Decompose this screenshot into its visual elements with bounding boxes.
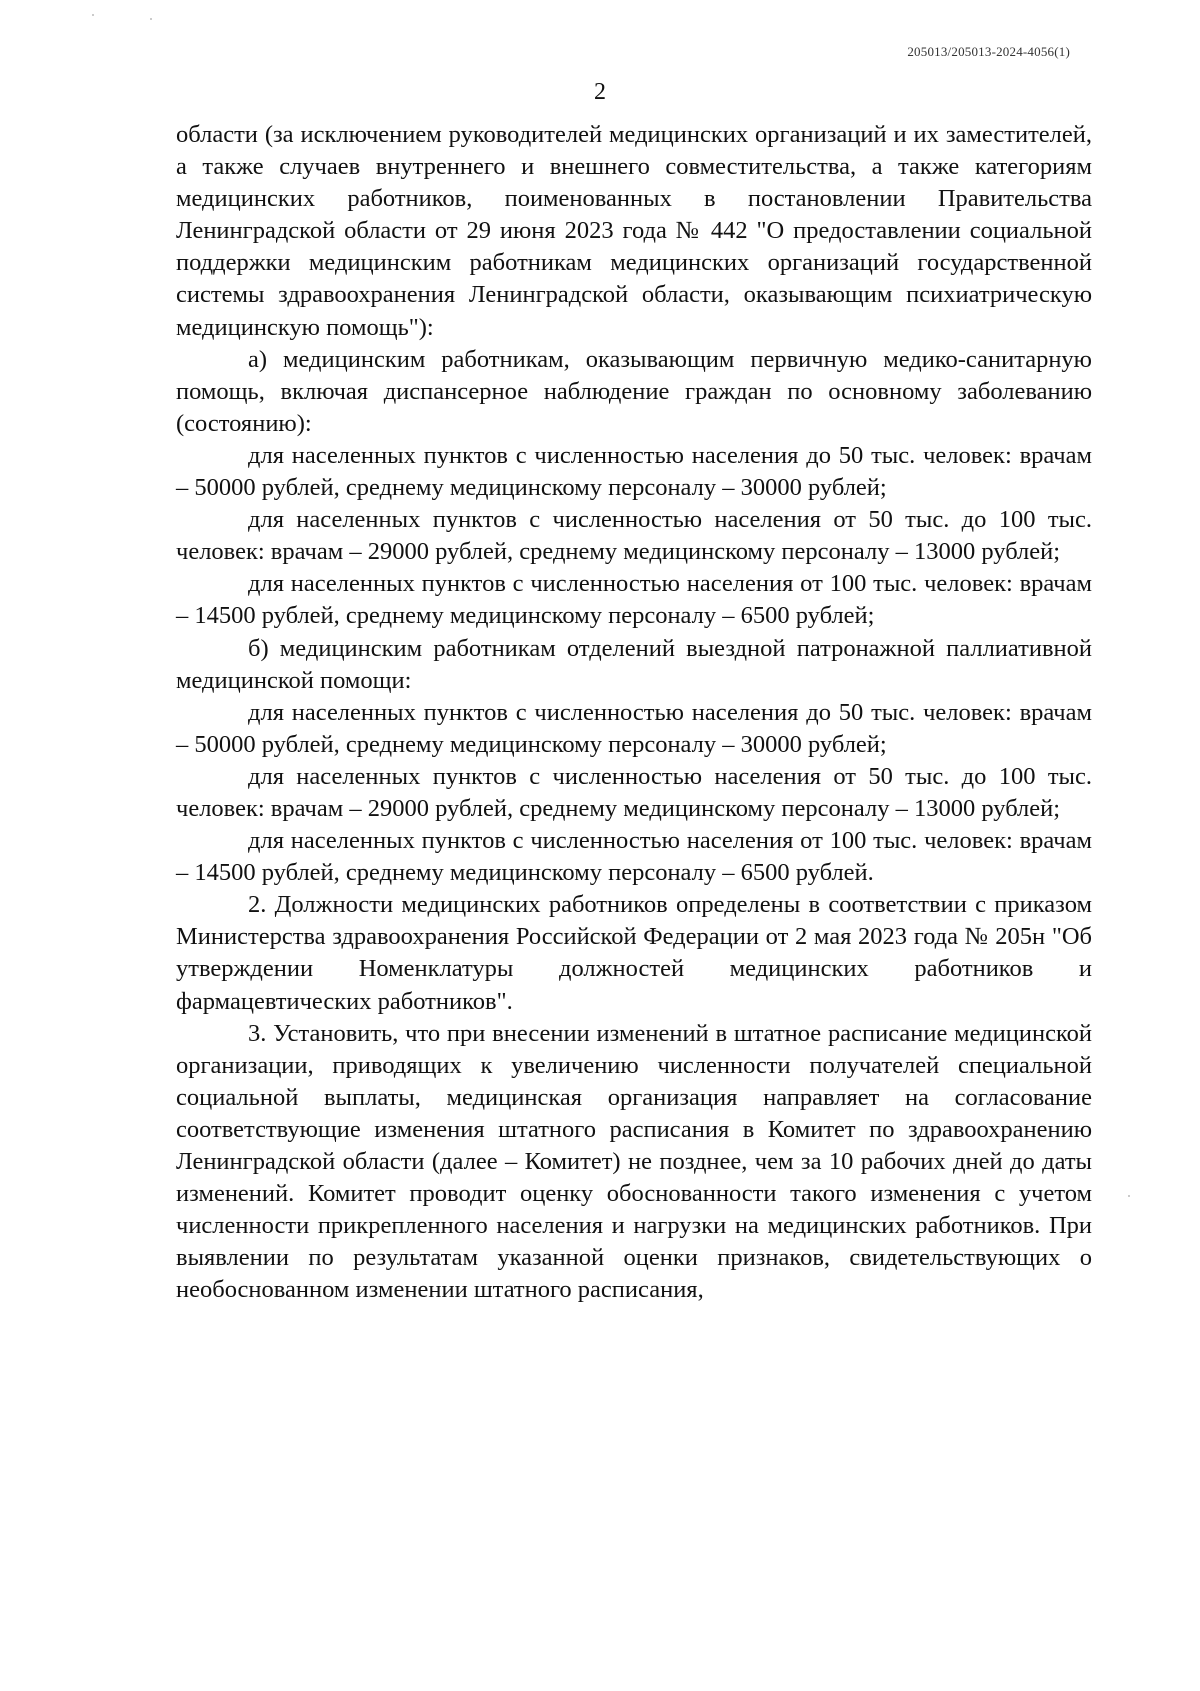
scan-artifact [150, 18, 152, 20]
paragraph-item-a: а) медицинским работникам, оказывающим первичную медико-санитарную помощь, включая диспансерное наблюдение граждан по основному заболеванию (состоянию): [176, 345, 1092, 437]
paragraph-section-3: 3. Установить, что при внесении изменений в штатное расписание медицинской организации, приводящих к увеличению численности получателей специальной социальной выплаты, медицинская организация направляет на согласование соответствующие изменения штатного расписания в Комитет по здравоохранению Ленинградской области (далее – Комитет) не позднее, чем за 10 рабочих дней до даты изменений. Комитет проводит оценку обоснованности такого изменения с учетом численности прикрепленного населения и нагрузки на медицинских работников. При выявлении по результатам указанной оценки признаков, свидетельствующих о необоснованном изменении штатного расписания, [176, 1019, 1092, 1304]
paragraph-a-up-to-50k: для населенных пунктов с численностью населения до 50 тыс. человек: врачам – 50000 рублей, среднему медицинскому персоналу – 30000 рублей; [176, 441, 1092, 502]
paragraph-b-from-100k: для населенных пунктов с численностью населения от 100 тыс. человек: врачам – 14500 рублей, среднему медицинскому персоналу – 6500 рублей. [176, 827, 1092, 887]
scan-artifact [1128, 1195, 1130, 1197]
document-body [176, 119, 1092, 1306]
scan-artifact [92, 14, 94, 16]
paragraph-item-b: б) медицинским работникам отделений выездной патронажной паллиативной медицинской помощи: [176, 634, 1092, 694]
paragraph-b-up-to-50k: для населенных пунктов с численностью населения до 50 тыс. человек: врачам – 50000 рублей, среднему медицинскому персоналу – 30000 рублей; [176, 698, 1092, 758]
paragraph-b-50k-to-100k: для населенных пунктов с численностью населения от 50 тыс. до 100 тыс. человек: врачам – 29000 рублей, среднему медицинскому персоналу – 13000 рублей; [176, 762, 1092, 822]
document-id: 205013/205013-2024-4056(1) [907, 44, 1070, 59]
paragraph-a-from-100k: для населенных пунктов с численностью населения от 100 тыс. человек: врачам – 14500 рублей, среднему медицинскому персоналу – 6500 рублей; [176, 570, 1092, 630]
page-number: 2 [594, 79, 606, 105]
paragraph-section-2: 2. Должности медицинских работников определены в соответствии с приказом Министерства здравоохранения Российской Федерации от 2 мая 2023 года № 205н "Об утверждении Номенклатуры должностей медицинских работников и фармацевтических работников". [176, 891, 1092, 1015]
paragraph-continuation: области (за исключением руководителей медицинских организаций и их заместителей, а также случаев внутреннего и внешнего совместительства, а также категориям медицинских работников, поименованных в постановлении Правительства Ленинградской области от 29 июня 2023 года № 442 "О предоставлении социальной поддержки медицинским работникам медицинских организаций государственной системы здравоохранения Ленинградской области, оказывающим психиатрическую медицинскую помощь"): [176, 121, 1092, 341]
paragraph-a-50k-to-100k: для населенных пунктов с численностью населения от 50 тыс. до 100 тыс. человек: врачам – 29000 рублей, среднему медицинскому персоналу – 13000 рублей; [176, 506, 1092, 566]
